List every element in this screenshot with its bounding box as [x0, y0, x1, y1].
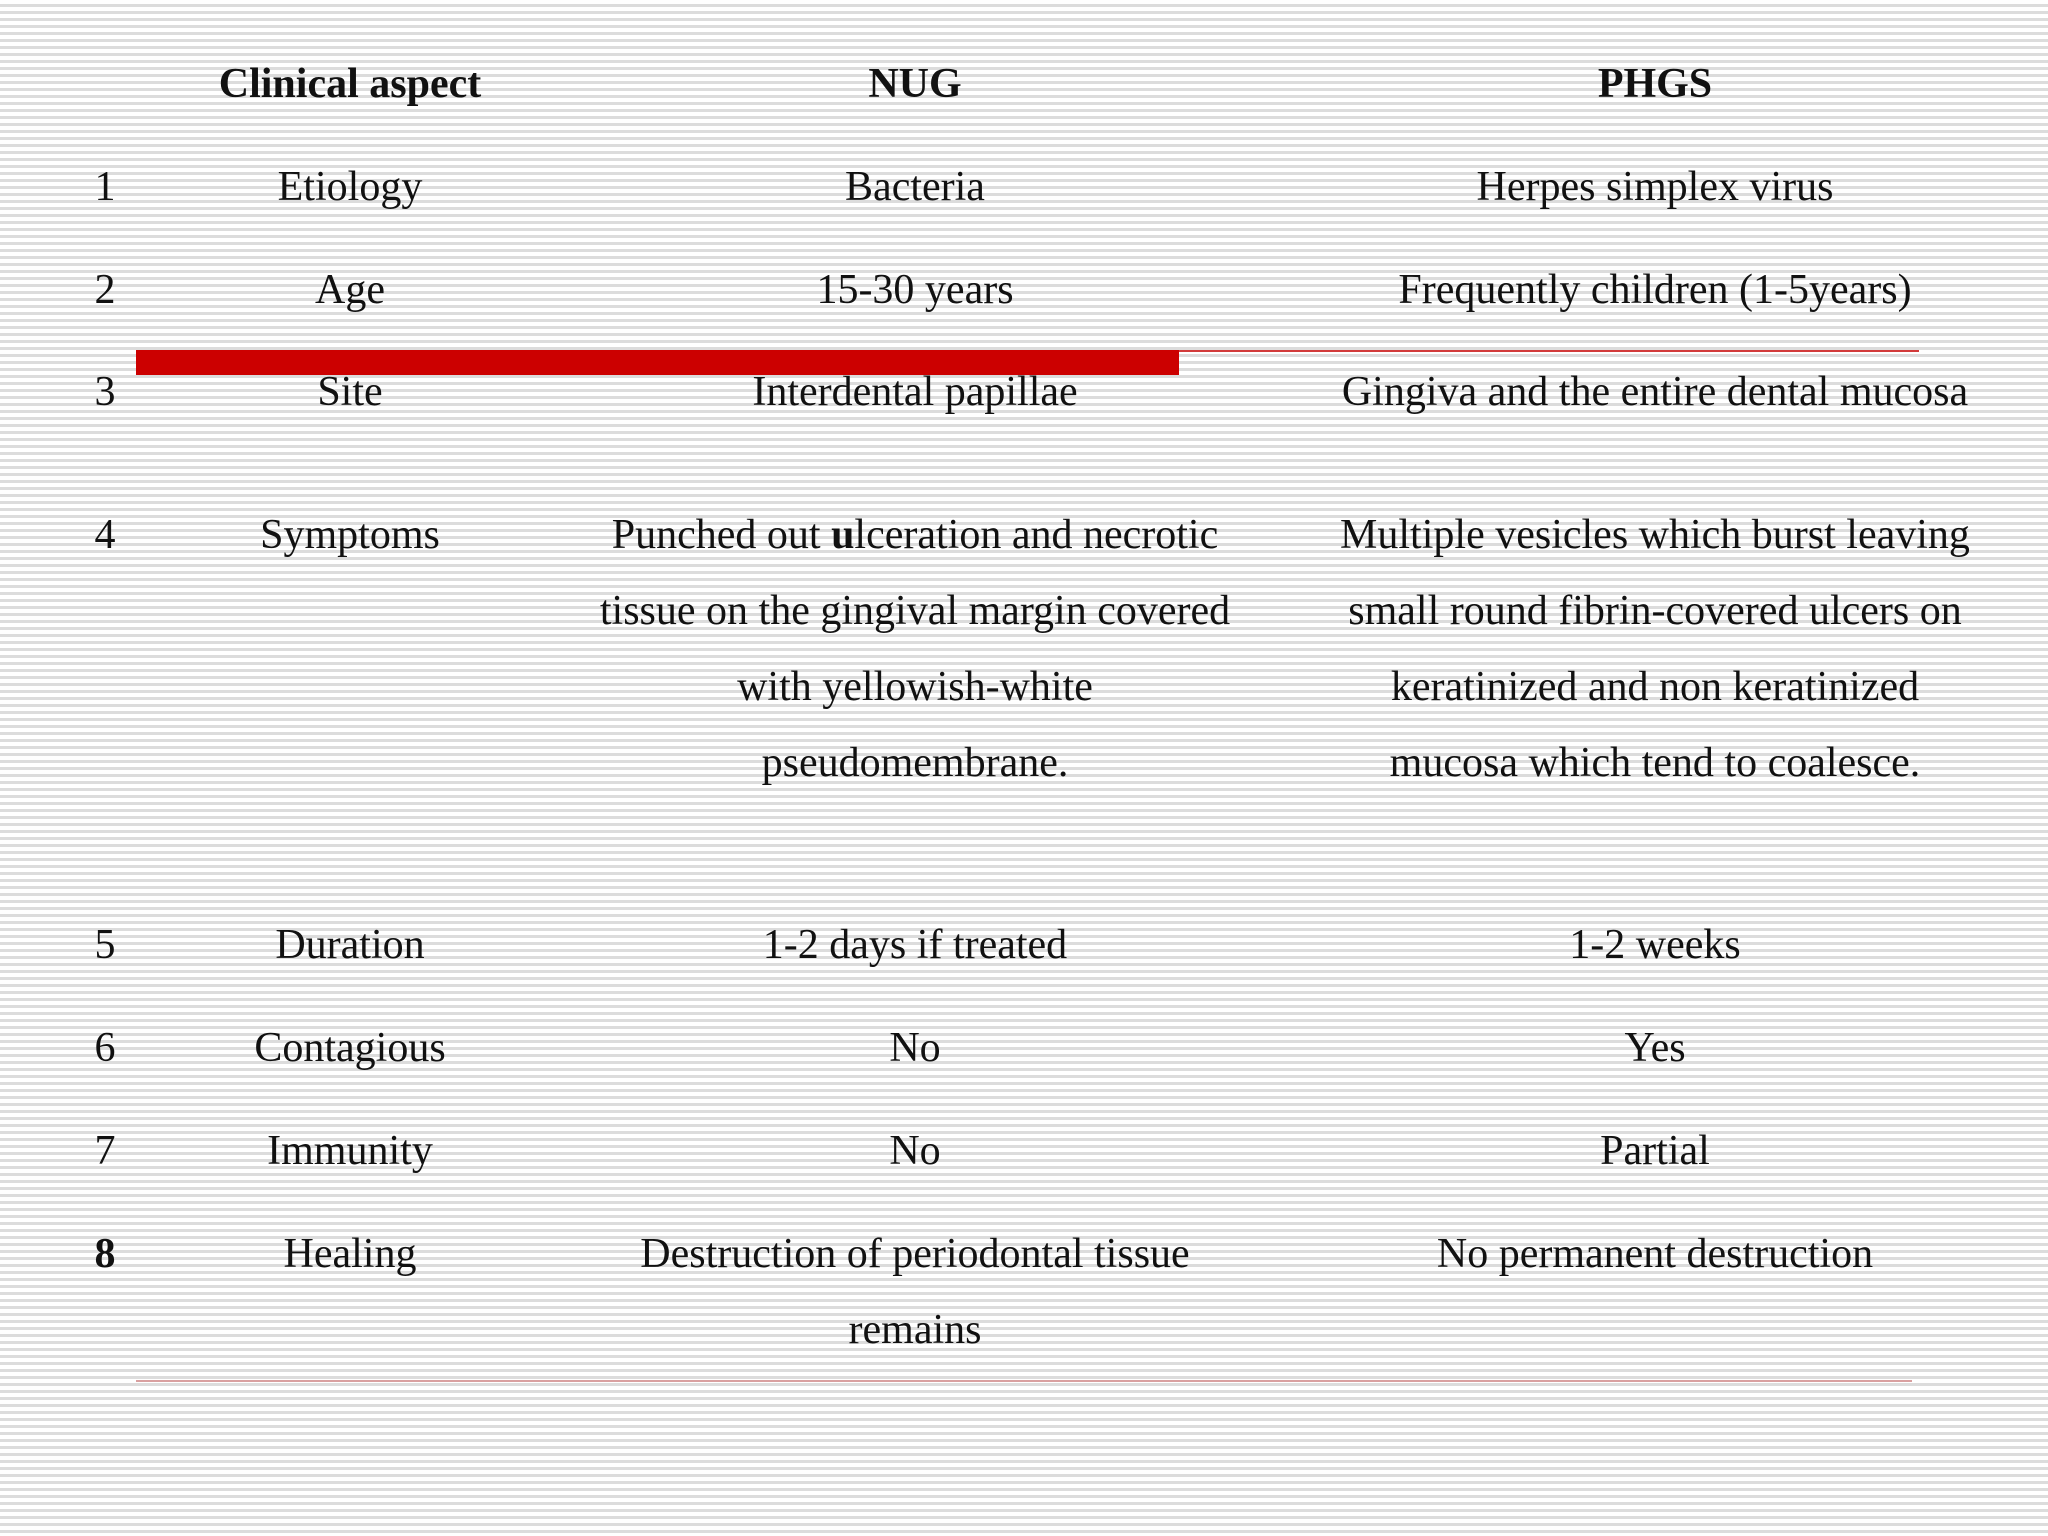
red-divider-line-bottom — [136, 1380, 1912, 1382]
row-aspect: Duration — [275, 922, 425, 968]
row-aspect: Age — [315, 267, 385, 313]
row-nug-value: No — [889, 1128, 941, 1174]
row-aspect: Immunity — [267, 1128, 433, 1174]
row-nug-value: 1-2 days if treated — [762, 922, 1068, 968]
row-number: 7 — [94, 1128, 116, 1174]
nug-symptoms-text-rest: lceration and necrotic tissue on the gingival margin covered with yellowish-white pseudomembrane. — [599, 512, 1231, 786]
row-phgs-value: Herpes simplex virus — [1476, 164, 1834, 210]
header-nug: NUG — [868, 61, 962, 107]
row-aspect: Symptoms — [260, 512, 440, 558]
row-aspect: Contagious — [254, 1025, 446, 1071]
row-phgs-value: No permanent destruction — [1436, 1231, 1874, 1277]
row-nug-value: No — [889, 1025, 941, 1071]
row-phgs-value: 1-2 weeks — [1569, 922, 1741, 968]
row-number: 5 — [94, 922, 116, 968]
row-nug-value: Interdental papillae — [752, 369, 1078, 415]
nug-symptoms-bold-letter: u — [831, 512, 855, 558]
row-phgs-value: Partial — [1600, 1128, 1710, 1174]
row-number: 8 — [94, 1231, 116, 1277]
row-phgs-value: Multiple vesicles which burst leaving small round fibrin-covered ulcers on keratinized and non keratinized mucosa which tend to coalesce. — [1340, 512, 1970, 786]
row-nug-value — [560, 497, 1270, 801]
header-phgs: PHGS — [1597, 61, 1713, 107]
row-aspect: Healing — [283, 1231, 417, 1277]
row-nug-value: 15-30 years — [816, 267, 1014, 313]
nug-symptoms-text-start: Punched out — [611, 512, 832, 558]
row-number: 4 — [94, 512, 116, 558]
row-aspect: Site — [317, 369, 383, 415]
header-clinical-aspect: Clinical aspect — [218, 61, 482, 107]
row-number: 2 — [94, 267, 116, 313]
row-number: 3 — [94, 369, 116, 415]
row-phgs-value: Yes — [1624, 1025, 1686, 1071]
red-divider-line-top — [1179, 350, 1919, 352]
row-aspect: Etiology — [277, 164, 423, 210]
row-nug-value: Destruction of periodontal tissue remains — [640, 1231, 1190, 1353]
row-phgs-value: Gingiva and the entire dental mucosa — [1341, 369, 1969, 415]
row-phgs-value: Frequently children (1-5years) — [1398, 267, 1912, 313]
row-nug-value: Bacteria — [845, 164, 985, 210]
row-number: 6 — [94, 1025, 116, 1071]
row-number: 1 — [94, 164, 116, 210]
